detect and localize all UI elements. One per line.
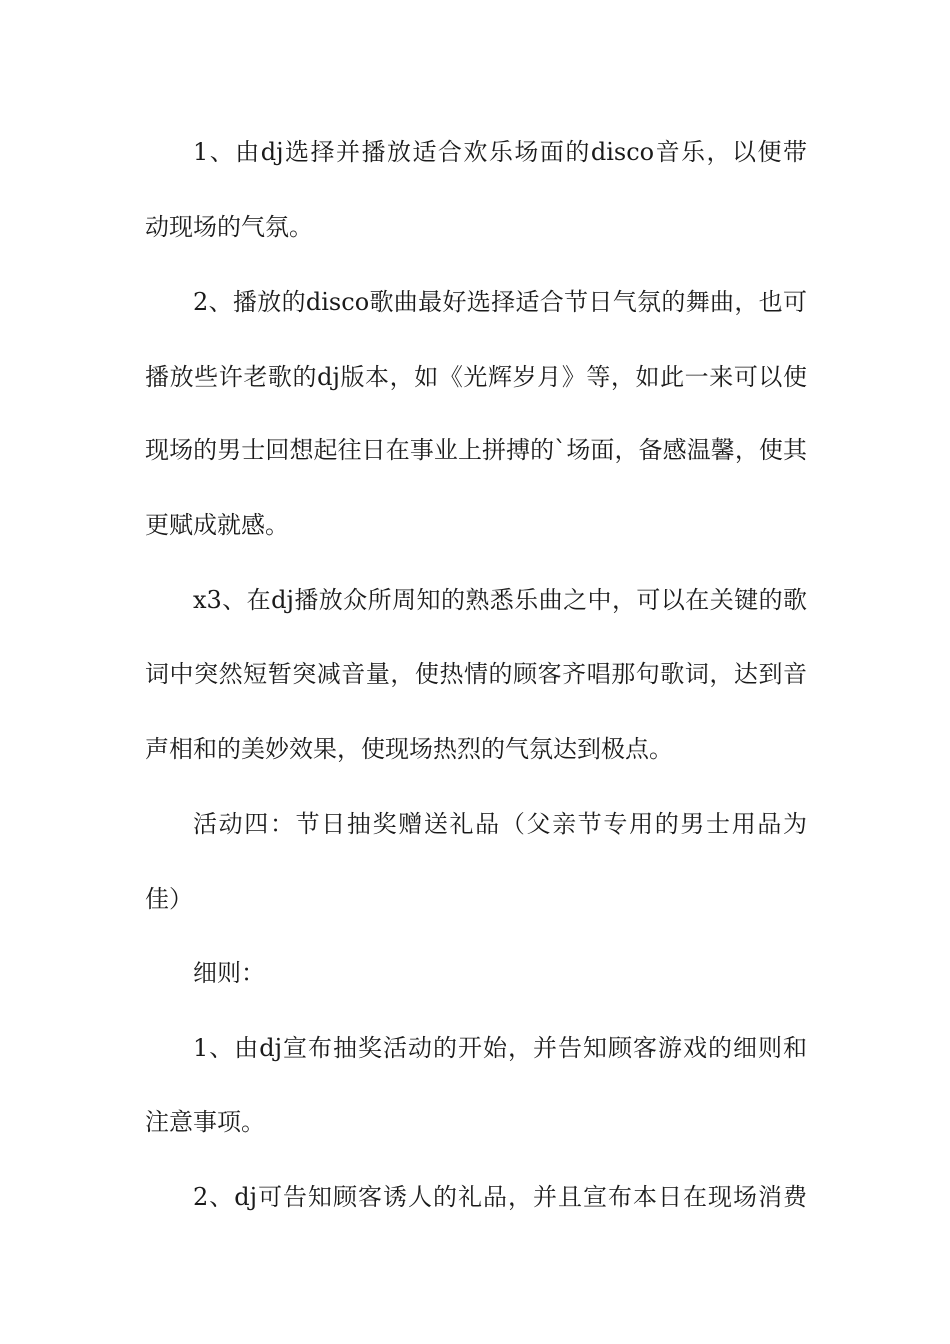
- text-line-12: 细则：: [193, 959, 265, 987]
- text-line-11: 佳）: [145, 885, 193, 913]
- text-line-13: 1、由dj宣布抽奖活动的开始，并告知顾客游戏的细则和: [193, 1034, 807, 1062]
- text-line-8: 词中突然短暂突减音量，使热情的顾客齐唱那句歌词，达到音: [145, 660, 807, 688]
- text-line-3: 2、播放的disco歌曲最好选择适合节日气氛的舞曲，也可: [193, 288, 807, 316]
- text-line-10: 活动四：节日抽奖赠送礼品（父亲节专用的男士用品为: [193, 810, 807, 838]
- text-line-4: 播放些许老歌的dj版本，如《光辉岁月》等，如此一来可以使: [145, 363, 807, 391]
- text-line-2: 动现场的气氛。: [145, 213, 313, 241]
- text-line-5: 现场的男士回想起往日在事业上拼搏的`场面，备感温馨，使其: [145, 436, 807, 464]
- text-line-15: 2、dj可告知顾客诱人的礼品，并且宣布本日在现场消费: [193, 1183, 807, 1211]
- text-line-9: 声相和的美妙效果，使现场热烈的气氛达到极点。: [145, 735, 673, 763]
- text-line-6: 更赋成就感。: [145, 511, 289, 539]
- text-line-14: 注意事项。: [145, 1108, 265, 1136]
- text-line-1: 1、由dj选择并播放适合欢乐场面的disco音乐，以便带: [193, 138, 807, 166]
- text-line-7: x3、在dj播放众所周知的熟悉乐曲之中，可以在关键的歌: [193, 586, 807, 614]
